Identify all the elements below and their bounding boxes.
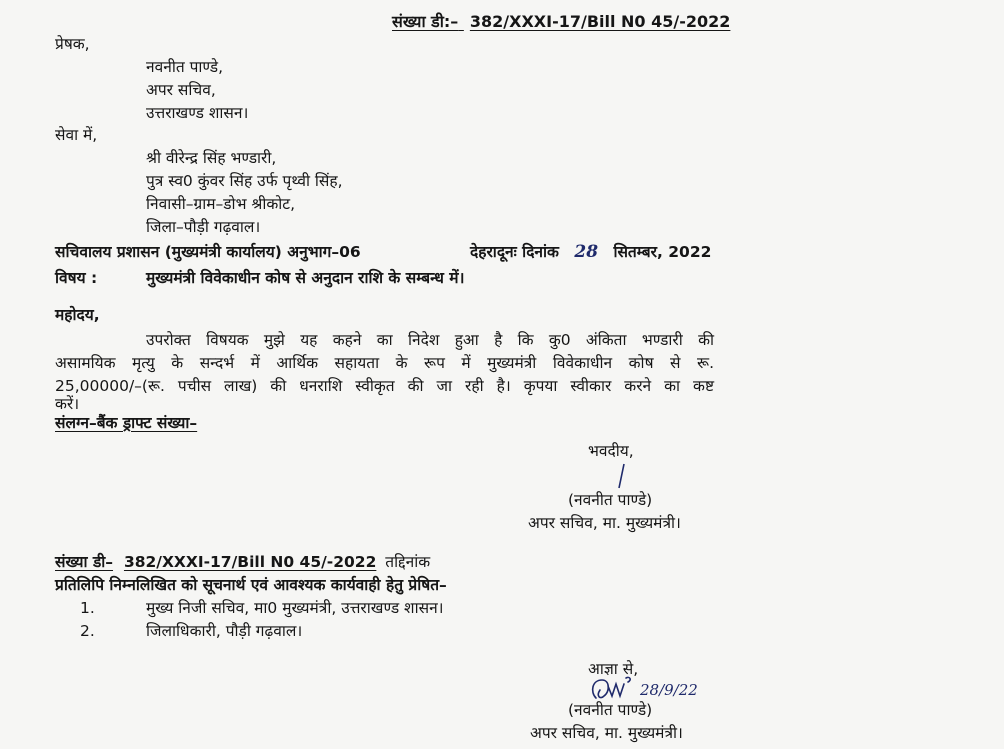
recipient-line-3: निवासी–ग्राम–डोभ श्रीकोट,	[146, 195, 296, 213]
sender-designation: अपर सचिव,	[146, 81, 216, 99]
recipient-label: सेवा में,	[55, 126, 98, 144]
date-day: 28	[574, 242, 599, 262]
sender-organization: उत्तराखण्ड शासन।	[146, 104, 249, 122]
copy-reference-prefix: संख्या डी–	[55, 553, 114, 571]
enclosure-line: संलग्न–बैंक ड्राफ्ट संख्या–	[55, 414, 198, 432]
date-month-year: सितम्बर, 2022	[613, 243, 712, 261]
copy-reference-suffix: तद्दिनांक	[385, 553, 431, 571]
signatory-name-2: (नवनीत पाण्डे)	[568, 701, 653, 719]
date-line	[470, 242, 711, 262]
signatory-designation-2: अपर सचिव, मा. मुख्यमंत्री।	[530, 724, 683, 742]
closing-text: भवदीय,	[588, 442, 634, 460]
copy-reference-code: 382/XXXI-17/Bill N0 45/-2022	[123, 553, 377, 571]
copy-intro: प्रतिलिपि निम्नलिखित को सूचनार्थ एवं आवश्यक कार्यवाही हेतु प्रेषित–	[55, 576, 447, 594]
department-line: सचिवालय प्रशासन (मुख्यमंत्री कार्यालय) अनुभाग–06	[55, 243, 361, 261]
reference-number	[392, 12, 730, 32]
closing-text-2: आज्ञा से,	[588, 660, 639, 678]
reference-prefix: संख्या डी:–	[392, 12, 459, 31]
copy-item-2-text: जिलाधिकारी, पौड़ी गढ़वाल।	[146, 622, 303, 640]
recipient-line-1: श्री वीरेन्द्र सिंह भण्डारी,	[146, 149, 277, 167]
recipient-line-4: जिला–पौड़ी गढ़वाल।	[146, 218, 261, 236]
subject-text: मुख्यमंत्री विवेकाधीन कोष से अनुदान राशि के सम्बन्ध में।	[146, 269, 465, 287]
copy-item-2-number: 2.	[80, 622, 95, 640]
signatory-name-1: (नवनीत पाण्डे)	[568, 491, 653, 509]
signature-stroke-1	[612, 462, 632, 490]
handwritten-date: 28/9/22	[640, 681, 698, 699]
body-line-4: करें।	[55, 395, 80, 413]
date-prefix: देहरादूनः दिनांक	[470, 243, 559, 261]
copy-item-1-number: 1.	[80, 599, 95, 617]
copy-item-1-text: मुख्य निजी सचिव, मा0 मुख्यमंत्री, उत्तराखण्ड शासन।	[146, 599, 444, 617]
subject-label: विषय :	[55, 269, 98, 287]
sender-name: नवनीत पाण्डे,	[146, 58, 224, 76]
signatory-designation-1: अपर सचिव, मा. मुख्यमंत्री।	[528, 514, 681, 532]
body-line-3: 25,00000/–(रू. पचीस लाख) की धनराशि स्वीकृत की जा रही है। कृपया स्वीकार करने का कष्ट	[55, 377, 714, 395]
recipient-line-2: पुत्र स्व0 कुंवर सिंह उर्फ पृथ्वी सिंह,	[146, 172, 343, 190]
body-line-1: उपरोक्त विषयक मुझे यह कहने का निदेश हुआ है कि कु0 अंकिता भण्डारी की	[146, 331, 714, 349]
salutation: महोदय,	[55, 306, 100, 324]
reference-code: 382/XXXI-17/Bill N0 45/-2022	[469, 12, 731, 31]
body-line-2: असामयिक मृत्यु के सन्दर्भ में आर्थिक सहायता के रूप में मुख्यमंत्री विवेकाधीन कोष से रू.	[55, 354, 714, 372]
sender-label: प्रेषक,	[55, 35, 90, 53]
copy-reference	[55, 552, 430, 572]
